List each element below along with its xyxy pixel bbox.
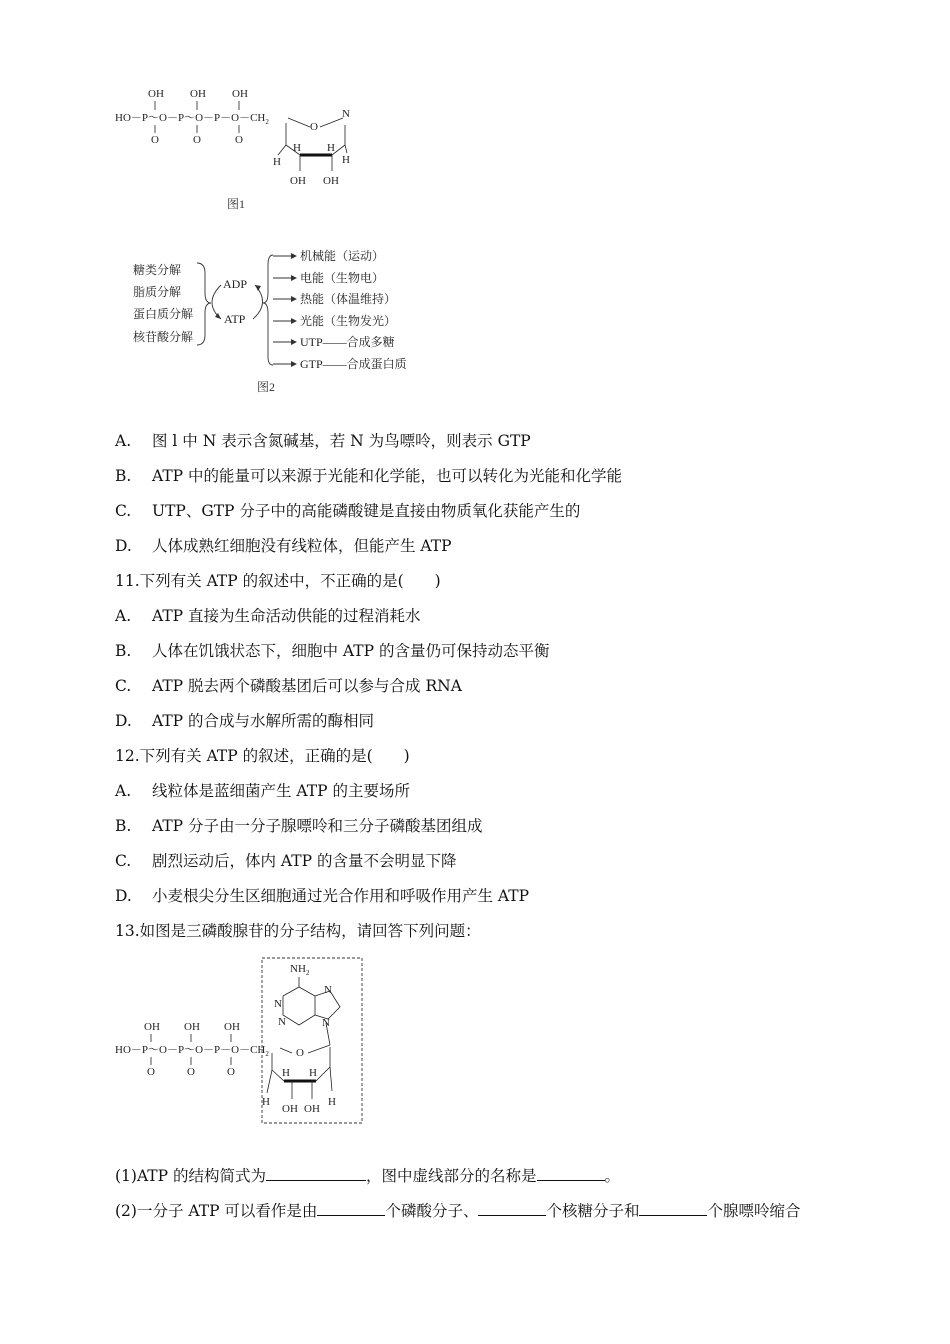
oh-label: OH (323, 175, 339, 187)
h-label: H (262, 1096, 270, 1108)
answer-blank[interactable] (478, 1201, 546, 1216)
option-text: ATP 中的能量可以来源于光能和化学能，也可以转化为光能和化学能 (152, 467, 623, 485)
question-11-stem: 11.下列有关 ATP 的叙述中，不正确的是( ) (115, 572, 441, 590)
o-label: O (193, 134, 201, 146)
oh-label: OH (304, 1103, 320, 1115)
n-label: N (274, 998, 282, 1010)
question-11-option-d[interactable] (115, 711, 374, 731)
o-label: O (147, 1066, 155, 1078)
atp-label: ATP (224, 312, 246, 326)
h-label: H (327, 142, 335, 154)
option-text: 小麦根尖分生区细胞通过光合作用和呼吸作用产生 ATP (152, 887, 530, 905)
option-letter: B. (115, 817, 132, 835)
question-10-option-b[interactable] (115, 466, 622, 486)
energy-source: 脂质分解 (133, 285, 182, 299)
h-label: H (342, 154, 350, 166)
option-text: 线粒体是蓝细菌产生 ATP 的主要场所 (152, 782, 410, 800)
question-10-option-c[interactable] (115, 501, 580, 521)
option-letter: A. (115, 782, 132, 800)
energy-output: UTP——合成多糖 (300, 335, 395, 349)
o-label: O (227, 1066, 235, 1078)
ring-o: O (296, 1047, 304, 1059)
answer-blank[interactable] (639, 1201, 707, 1216)
option-text: 剧烈运动后，体内 ATP 的含量不会明显下降 (152, 852, 457, 870)
option-text: ATP 直接为生命活动供能的过程消耗水 (152, 607, 421, 625)
oh-label: OH (184, 1021, 200, 1033)
h-label: H (328, 1096, 336, 1108)
part-text: (2)一分子 ATP 可以看作是由 (115, 1202, 318, 1220)
question-13-part-2 (115, 1201, 800, 1221)
part-text: 个腺嘌呤缩合 (707, 1202, 801, 1220)
option-letter: A. (115, 607, 132, 625)
oh-label: OH (224, 1021, 240, 1033)
energy-output: 机械能（运动） (300, 249, 385, 263)
o-label: O (151, 134, 159, 146)
question-12-option-a[interactable] (115, 781, 410, 801)
oh-label: OH (148, 88, 164, 100)
base-n: N (342, 108, 350, 120)
part-text: 个磷酸分子、 (385, 1202, 479, 1220)
oh-label: OH (290, 175, 306, 187)
figure-2-atp-energy-flow (125, 245, 435, 400)
n-label: N (322, 1017, 330, 1029)
option-letter: D. (115, 887, 132, 905)
energy-source: 糖类分解 (133, 263, 182, 277)
question-12-option-d[interactable] (115, 886, 529, 906)
oh-label: OH (282, 1103, 298, 1115)
oh-label: OH (190, 88, 206, 100)
part-text: 。 (604, 1167, 621, 1185)
figure-caption: 图2 (257, 380, 276, 394)
energy-output: 电能（生物电） (300, 271, 385, 285)
energy-source: 蛋白质分解 (133, 307, 194, 321)
option-text: ATP 分子由一分子腺嘌呤和三分子磷酸基团组成 (152, 817, 483, 835)
ring-o: O (310, 121, 318, 133)
question-11-option-c[interactable] (115, 676, 462, 696)
o-label: O (235, 134, 243, 146)
part-text: ，图中虚线部分的名称是 (366, 1167, 537, 1185)
question-13-part-1 (115, 1166, 620, 1186)
figure-caption: 图1 (227, 197, 246, 211)
adp-label: ADP (223, 277, 248, 291)
question-12-option-c[interactable] (115, 851, 456, 871)
question-10-option-a[interactable] (115, 431, 531, 451)
option-letter: C. (115, 852, 132, 870)
phosphate-chain: $HO-P\sim O-P\sim O-P-O-CH_2$ (115, 1044, 269, 1058)
option-text: 图 l 中 N 表示含氮碱基，若 N 为鸟嘌呤，则表示 GTP (152, 432, 531, 450)
n-label: N (278, 1016, 286, 1028)
nh2-label: $NH_2$ (290, 963, 310, 977)
question-13-stem: 13.如图是三磷酸腺苷的分子结构，请回答下列问题： (115, 922, 481, 940)
o-label: O (187, 1066, 195, 1078)
n-label: N (324, 984, 332, 996)
option-letter: D. (115, 712, 132, 730)
figure-1-atp-analog-structure (110, 85, 370, 215)
h-label: H (309, 1067, 317, 1079)
question-11-option-a[interactable] (115, 606, 421, 626)
energy-output: 光能（生物发光） (300, 314, 397, 328)
energy-output: GTP——合成蛋白质 (300, 357, 407, 371)
answer-blank[interactable] (266, 1166, 366, 1181)
figure-atp-molecular-structure (112, 955, 372, 1130)
question-11-option-b[interactable] (115, 641, 549, 661)
question-12-stem: 12.下列有关 ATP 的叙述，正确的是( ) (115, 747, 410, 765)
option-letter: D. (115, 537, 132, 555)
oh-label: OH (232, 88, 248, 100)
option-letter: C. (115, 677, 132, 695)
phosphate-chain: $HO-P\sim O-P\sim O-P-O-CH_2$ (115, 112, 269, 126)
h-label: H (273, 156, 281, 168)
option-text: UTP、GTP 分子中的高能磷酸键是直接由物质氧化获能产生的 (152, 502, 581, 520)
option-text: 人体成熟红细胞没有线粒体，但能产生 ATP (152, 537, 452, 555)
energy-source: 核苷酸分解 (133, 330, 194, 344)
h-label: H (282, 1067, 290, 1079)
option-letter: B. (115, 642, 132, 660)
question-10-option-d[interactable] (115, 536, 452, 556)
answer-blank[interactable] (317, 1201, 385, 1216)
question-12-option-b[interactable] (115, 816, 483, 836)
part-text: 个核糖分子和 (546, 1202, 640, 1220)
oh-label: OH (144, 1021, 160, 1033)
answer-blank[interactable] (537, 1166, 605, 1181)
option-letter: A. (115, 432, 132, 450)
h-label: H (293, 142, 301, 154)
option-letter: C. (115, 502, 132, 520)
option-letter: B. (115, 467, 132, 485)
part-text: (1)ATP 的结构简式为 (115, 1167, 266, 1185)
option-text: ATP 的合成与水解所需的酶相同 (152, 712, 375, 730)
energy-output: 热能（体温维持） (300, 292, 397, 306)
option-text: ATP 脱去两个磷酸基团后可以参与合成 RNA (152, 677, 462, 695)
option-text: 人体在饥饿状态下，细胞中 ATP 的含量仍可保持动态平衡 (152, 642, 550, 660)
